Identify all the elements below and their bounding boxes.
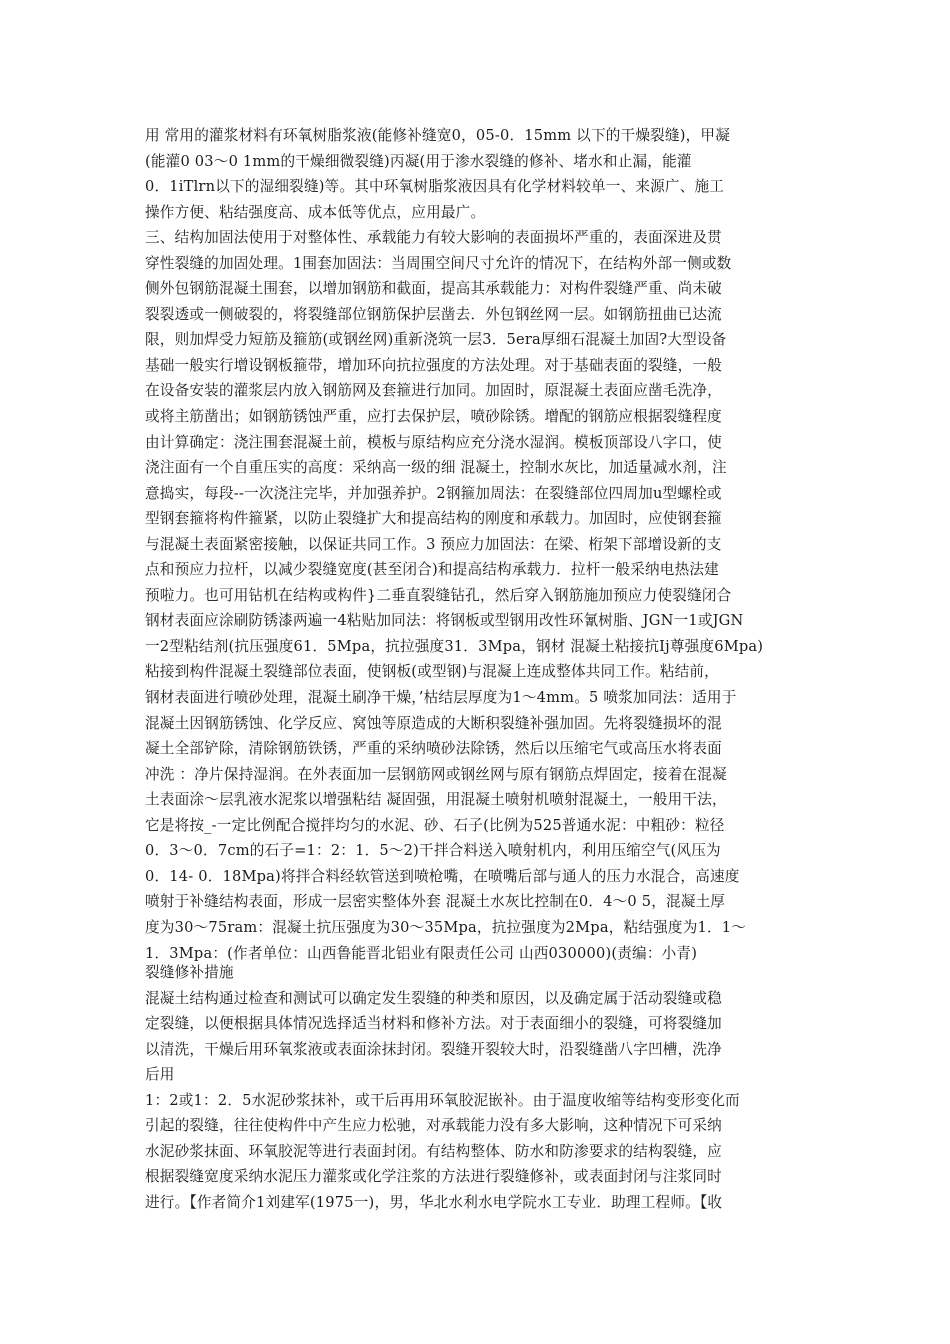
text-line: 侧外包钢筋混凝土围套，以增加钢筋和截面，提高其承载能力：对构件裂缝严重、尚未破: [145, 280, 722, 298]
text-line: 用 常用的灌浆材料有环氧树脂浆液(能修补缝宽0，05-0．15mm 以下的干燥裂缝)，甲凝: [145, 127, 730, 144]
text-line: 钢材表面进行喷砂处理，混凝土刷净干燥，’枯结层厚度为1～4mm。5 喷浆加同法：适用于: [145, 689, 737, 707]
body-text-block-1: [145, 123, 805, 966]
text-line: 由计算确定：浇注围套混凝土前，模板与原结构应充分浇水湿润。模板顶部设八字口，使: [145, 433, 722, 451]
text-line: 型钢套箍将构件箍紧，以防止裂缝扩大和提高结构的刚度和承载力。加固时，应使钢套箍: [145, 510, 722, 528]
section-heading: 裂缝修补措施: [145, 964, 234, 981]
text-line: 0．3～0．7cm的石子=1：2：1．5～2)干拌合料送入喷射机内，利用压缩空气(风压为: [145, 842, 721, 860]
body-text-block-2: [145, 986, 805, 1216]
text-line: 0．1iTlrn以下的湿细裂缝)等。其中环氧树脂浆液因具有化学材料较单一、来源广、施工: [145, 178, 725, 196]
text-line: 定裂缝，以便根据具体情况选择适当材料和修补方法。对于表面细小的裂缝，可将裂缝加: [145, 1015, 722, 1033]
text-line: 土表面涂～层乳液水泥浆以增强粘结 凝固强，用混凝土喷射机喷射混凝土，一般用干法，: [145, 791, 727, 809]
text-line: 预啦力。也可用钻机在结构或构件}二垂直裂缝钻孔，然后穿入钢筋施加预应力使裂缝闭合: [145, 586, 732, 604]
text-line: 或将主筋凿出；如钢筋锈蚀严重，应打去保护层，喷砂除锈。增配的钢筋应根据裂缝程度: [145, 408, 722, 426]
text-line: 引起的裂缝，往往使构件中产生应力松驰，对承载能力没有多大影响，这种情况下可采纳: [145, 1117, 722, 1135]
text-line: 意捣实，每段--一次浇注完毕，并加强养护。2钢箍加周法：在裂缝部位四周加u型螺栓或: [145, 484, 722, 502]
text-line: 进行。【作者简介1刘建军(1975一)，男，华北水利水电学院水工专业．助理工程师。【收: [145, 1193, 723, 1211]
text-line: 穿性裂缝的加固处理。1围套加固法：当周围空间尺寸允许的情况下，在结构外部一侧或数: [145, 254, 732, 272]
text-line: 操作方便、粘结强度高、成本低等优点，应用最广。: [145, 203, 486, 221]
text-line: 度为30～75ram：混凝土抗压强度为30～35Mpa，抗拉强度为2Mpa，粘结强度为1．1～: [145, 918, 747, 936]
text-line: 浇注面有一个自重压实的高度：采纳高一级的细 混凝土，控制水灰比，加适量减水剂，注: [145, 459, 727, 477]
text-line: 1：2或1：2．5水泥砂浆抹补，或干后再用环氧胶泥嵌补。由于温度收缩等结构变形变化而: [145, 1091, 740, 1109]
text-line: 钢材表面应涂刷防锈漆两遍一4粘贴加同法：将钢板或型钢用改性环氰树脂、JGN一1或JGN: [145, 612, 744, 630]
text-line: 凝土全部铲除，清除钢筋铁锈，严重的采纳喷砂法除锈，然后以压缩宅气或高压水将表面: [145, 740, 722, 758]
text-line: 限，则加焊受力短筋及箍筋(或钢丝网)重新浇筑一层3．5era厚细石混凝土加固?大型设备: [145, 331, 727, 349]
text-line: 一2型粘结剂(抗压强度61．5Mpa，抗拉强度31．3Mpa，钢材 混凝土粘接抗Ij尊强度6Mpa): [145, 637, 764, 655]
text-line: 后用: [145, 1066, 175, 1084]
text-line: 冲洗 ：净片保持湿润。在外表面加一层钢筋网或钢丝网与原有钢筋点焊固定，接着在混凝: [145, 765, 727, 783]
text-line: 根据裂缝宽度采纳水泥压力灌浆或化学注浆的方法进行裂缝修补，或表面封闭与注浆同时: [145, 1168, 722, 1186]
text-line: 与混凝土表面紧密接触，以保证共同工作。3 预应力加固法：在梁、桁架下部增设新的支: [145, 535, 722, 553]
text-line: 裂裂透或一侧破裂的，将裂缝部位钢筋保护层凿去．外包钢丝网一层。如钢筋扭曲已达流: [145, 305, 722, 323]
text-line: 0．14- 0．18Mpa)将拌合料经软管送到喷枪嘴，在喷嘴后部与通人的压力水混合，高速度: [145, 867, 740, 885]
text-line: (能灌0 03～0 1mm的干燥细微裂缝)丙凝(用于渗水裂缝的修补、堵水和止漏，能灌: [145, 152, 692, 170]
text-line: 水泥砂浆抹面、环氧胶泥等进行表面封闭。有结构整体、防水和防渗要求的结构裂缝，应: [145, 1142, 722, 1160]
text-line: 混凝土结构通过检查和测试可以确定发生裂缝的种类和原因，以及确定属于活动裂缝或稳: [145, 989, 722, 1007]
text-line: 在设备安装的灌浆层内放入钢筋网及套箍进行加同。加固时，原混凝土表面应凿毛洗净，: [145, 382, 722, 400]
text-line: 喷射于补缝结构表面，形成一层密实整体外套 混凝土水灰比控制在0．4～0 5，混凝土厚: [145, 893, 726, 911]
text-line: 基础一般实行增设钢板箍带，增加环向抗拉强度的方法处理。对于基础表面的裂缝，一般: [145, 356, 722, 374]
text-line: 以清洗，干燥后用环氧浆液或表面涂抹封闭。裂缝开裂较大时，沿裂缝凿八字凹槽，洗净: [145, 1040, 722, 1058]
text-line: 三、结构加固法使用于对整体性、承载能力有较大影响的表面损坏严重的，表面深进及贯: [145, 229, 722, 247]
text-line: 点和预应力拉杆，以减少裂缝宽度(甚至闭合)和提高结构承载力．拉杆一般采纳电热法建: [145, 561, 719, 579]
text-line: 混凝土因钢筋锈蚀、化学反应、窝蚀等原造成的大断积裂缝补强加固。先将裂缝损坏的混: [145, 714, 722, 732]
text-line: 1．3Mpa：(作者单位：山西鲁能晋北铝业有限责任公司 山西030000)(责编：小青): [145, 944, 698, 962]
text-line: 粘接到构件混凝土裂缝部位表面，使钢板(或型钢)与混凝上连成整体共同工作。粘结前，: [145, 663, 719, 681]
text-line: 它是将按_-一定比例配合搅拌均匀的水泥、砂、石子(比例为525普通水泥：中粗砂：粒径: [145, 816, 725, 834]
